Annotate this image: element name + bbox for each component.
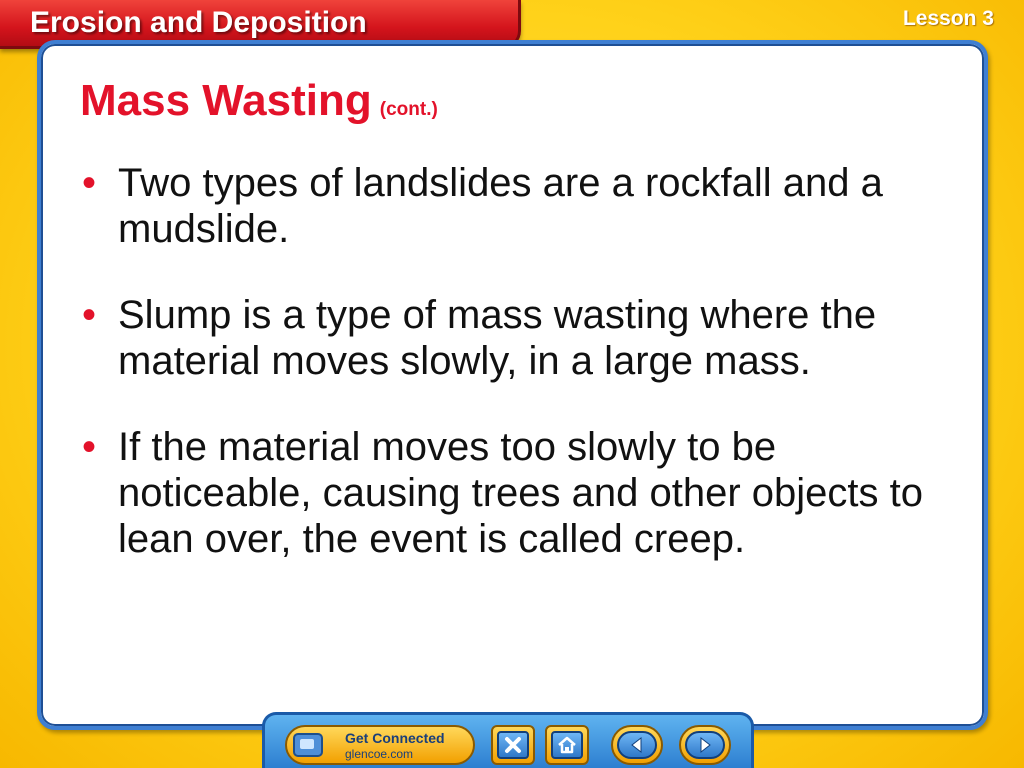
- lesson-label: Lesson 3: [902, 7, 994, 30]
- get-connected-url: glencoe.com: [345, 747, 414, 761]
- bullet-text: Slump is a type of mass wasting where the material moves slowly, in a large mass.: [118, 293, 877, 383]
- close-icon: [504, 736, 522, 754]
- computer-icon: [293, 733, 323, 757]
- home-button[interactable]: [545, 725, 589, 765]
- navigation-bar: [262, 712, 754, 768]
- bullet-list: [80, 160, 930, 602]
- bullet-item: [80, 424, 930, 562]
- bullet-text: If the material moves too slowly to be noticeable, causing trees and other objects to lean over, the event is called creep.: [118, 425, 923, 561]
- get-connected-label: Get Connected: [345, 730, 445, 746]
- slide-title-suffix: (cont.): [379, 99, 438, 120]
- bullet-item: [80, 292, 930, 384]
- forward-button[interactable]: [679, 725, 731, 765]
- close-button[interactable]: [491, 725, 535, 765]
- bullet-icon: •: [82, 161, 97, 205]
- bullet-text: Two types of landslides are a rockfall and a mudslide.: [118, 161, 883, 251]
- bullet-item: [80, 160, 930, 252]
- back-arrow-icon: [628, 736, 646, 754]
- back-button[interactable]: [611, 725, 663, 765]
- slide-title: [80, 76, 438, 126]
- home-icon: [557, 736, 577, 754]
- get-connected-button[interactable]: [285, 725, 475, 765]
- bullet-icon: •: [82, 293, 97, 337]
- chapter-title: Erosion and Deposition: [30, 6, 367, 39]
- bullet-icon: •: [82, 425, 97, 469]
- forward-arrow-icon: [696, 736, 714, 754]
- slide-title-text: Mass Wasting: [80, 76, 372, 125]
